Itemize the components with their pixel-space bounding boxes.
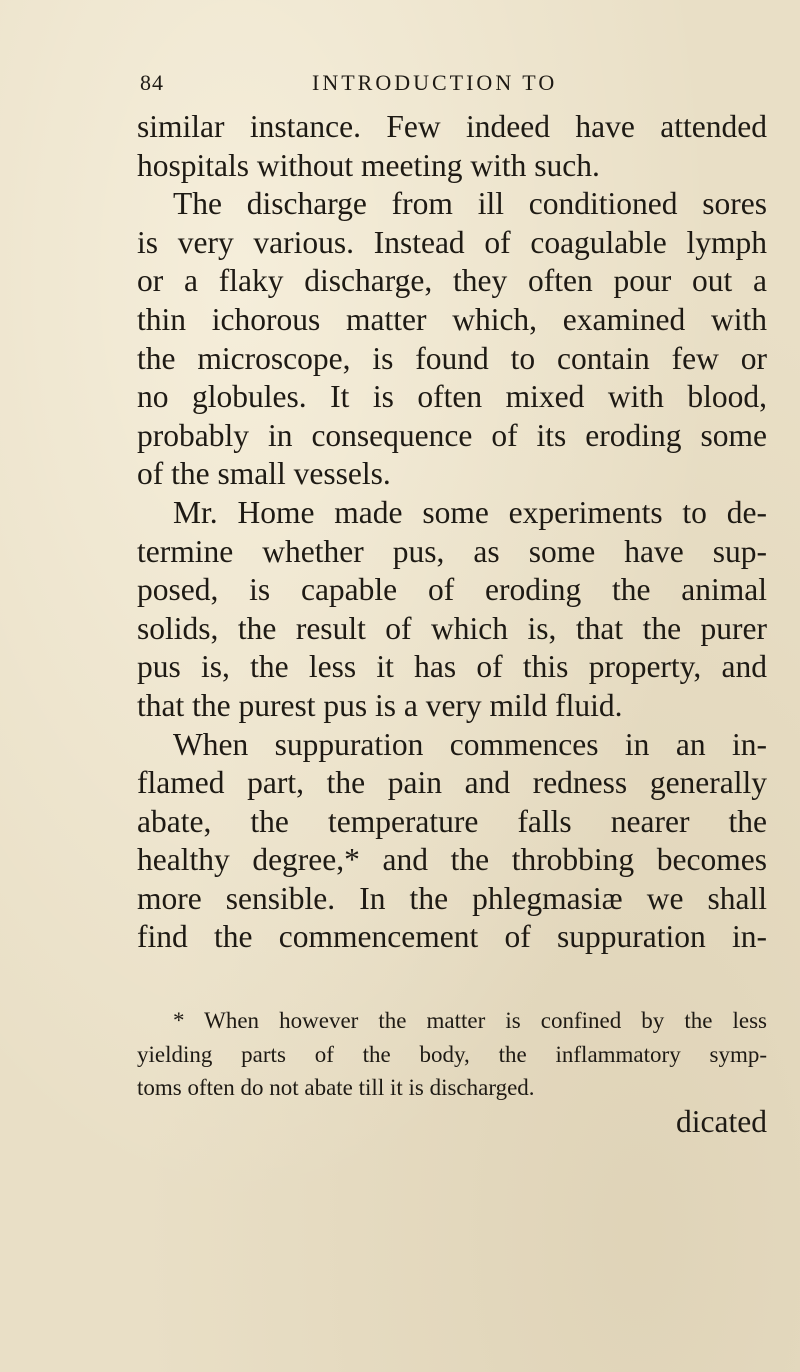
footnote-line: * When however the matter is confined by the less <box>173 1008 767 1033</box>
text-line: flamed part, the pain and redness generally <box>137 765 767 801</box>
running-head <box>140 70 660 100</box>
text-line: hospitals without meeting with such. <box>137 147 600 183</box>
text-line: posed, is capable of eroding the animal <box>137 572 767 608</box>
text-line: When suppuration commences in an in- <box>173 726 767 762</box>
text-line: termine whether pus, as some have sup- <box>137 533 767 569</box>
text-line: the microscope, is found to contain few or <box>137 340 767 376</box>
text-line: The discharge from ill conditioned sores <box>173 186 767 222</box>
footnote-line: toms often do not abate till it is discharged. <box>137 1075 535 1100</box>
running-title: INTRODUCTION TO <box>312 70 558 95</box>
text-line: thin ichorous matter which, examined with <box>137 301 767 337</box>
catchword: dicated <box>676 1104 767 1139</box>
text-line: more sensible. In the phlegmasiæ we shall <box>137 880 767 916</box>
text-line: Mr. Home made some experiments to de- <box>173 494 767 530</box>
text-line: that the purest pus is a very mild fluid. <box>137 687 623 723</box>
text-line: or a flaky discharge, they often pour out a <box>137 263 767 299</box>
text-line: abate, the temperature falls nearer the <box>137 803 767 839</box>
page-number: 84 <box>140 70 164 95</box>
text-line: no globules. It is often mixed with blood, <box>137 379 767 415</box>
text-line: probably in consequence of its eroding some <box>137 417 767 453</box>
text-line: find the commencement of suppuration in- <box>137 919 767 955</box>
text-line: is very various. Instead of coagulable lymph <box>137 224 767 260</box>
text-line: pus is, the less it has of this property, and <box>137 649 767 685</box>
text-line: of the small vessels. <box>137 456 391 492</box>
text-line: solids, the result of which is, that the purer <box>137 610 767 646</box>
text-line: similar instance. Few indeed have attended <box>137 109 767 144</box>
footnote <box>137 1004 767 1105</box>
body-text <box>137 108 767 957</box>
text-line: healthy degree,* and the throbbing becomes <box>137 842 767 878</box>
footnote-line: yielding parts of the body, the inflammatory symp- <box>137 1041 767 1067</box>
